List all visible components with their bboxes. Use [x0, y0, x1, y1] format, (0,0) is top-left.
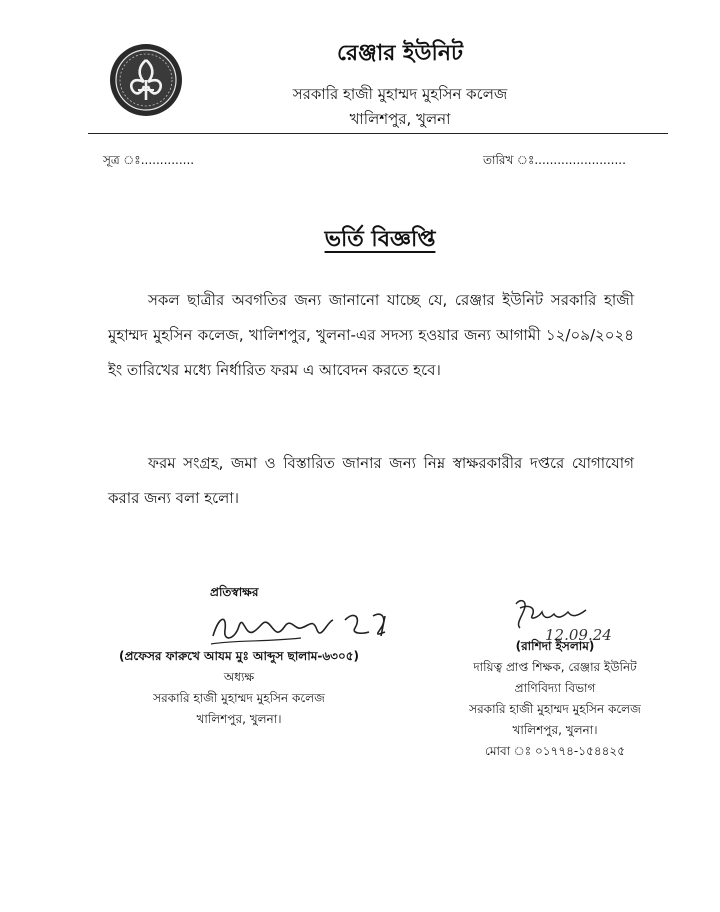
principal-address: খালিশপুর, খুলনা।: [196, 712, 282, 726]
principal-institution: সরকারি হাজী মুহাম্মদ মুহসিন কলেজ: [153, 691, 325, 705]
ranger-unit-logo: [108, 42, 184, 118]
date-field: তারিখ ঃ........................: [483, 153, 626, 167]
institution-address: খালিশপুর, খুলনা: [349, 110, 451, 128]
notice-paragraph-2: ফরম সংগ্রহ, জমা ও বিস্তারিত জানার জন্য নিম্ন স্বাক্ষরকারীর দপ্তরে যোগাযোগ করার জন্য বলা হলো।: [108, 454, 634, 507]
teacher-phone: মোবা ঃ ০১৭৭৪-১৫৪৪২৫: [485, 744, 625, 758]
institution-name: সরকারি হাজী মুহাম্মদ মুহসিন কলেজ: [292, 85, 508, 103]
reference-number: সূত্র ঃ..............: [103, 153, 195, 167]
principal-signature-block: [108, 646, 370, 730]
principal-name: (প্রফেসর ফারুখে আযম মুঃ আব্দুস ছালাম-৬৩০৫): [118, 649, 360, 663]
teacher-institution: সরকারি হাজী মুহাম্মদ মুহসিন কলেজ: [469, 702, 641, 716]
teacher-department: প্রাণিবিদ্যা বিভাগ: [514, 681, 596, 695]
teacher-address: খালিশপুর, খুলনা।: [512, 723, 598, 737]
organization-title: রেঞ্জার ইউনিট: [337, 41, 463, 66]
teacher-designation: দায়িত্ব প্রাপ্ত শিক্ষক, রেঞ্জার ইউনিট: [473, 660, 637, 674]
principal-designation: অধ্যক্ষ: [223, 670, 255, 684]
teacher-name: (রাশিদা ইসলাম): [515, 639, 595, 653]
notice-title: ভর্তি বিজ্ঞপ্তি: [324, 227, 436, 252]
notice-paragraph-1: সকল ছাত্রীর অবগতির জন্য জানানো যাচ্ছে যে, রেঞ্জার ইউনিট সরকারি হাজী মুহাম্মদ মুহসিন কলেজ, খালিশপুর, খুলনা-এর সদস্য হওয়ার জন্য আগামী ১২/০৯/২০২৪ ইং তারিখের মধ্যে নির্ধারিত ফরম এ আবেদন করতে হবে।: [108, 291, 634, 379]
signature-date: 12.09.24: [545, 626, 612, 644]
principal-signature: [205, 596, 405, 652]
teacher-signature-block: [455, 636, 655, 762]
header-divider: [88, 133, 668, 134]
countersign-label: প্রতিস্বাক্ষর: [210, 585, 259, 599]
